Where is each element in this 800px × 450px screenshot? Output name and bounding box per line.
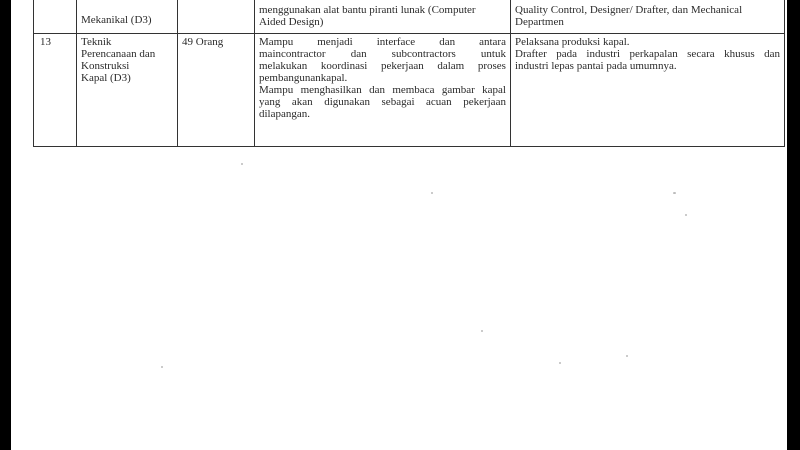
career-fragment-line2: Departmen [515, 16, 564, 28]
competency-line: Mampu menghasilkan dan membaca gambar kapal [259, 84, 506, 96]
career-line: Drafter pada industri perkapalan secara khusus dan [515, 48, 780, 60]
table-row-13 [34, 34, 785, 147]
scan-speck [241, 163, 243, 165]
program-line: Konstruksi [81, 60, 130, 72]
scan-speck [481, 330, 483, 332]
program-line: Teknik [81, 36, 112, 48]
scan-speck [685, 214, 687, 216]
cell-career [511, 0, 785, 34]
scan-speck [431, 192, 433, 194]
competency-line: maincontractor dan subcontractors untuk [259, 48, 506, 60]
competency-line: Mampu menjadi interface dan antara [259, 36, 506, 48]
competency-line: dilapangan. [259, 108, 311, 120]
row-number: 13 [34, 34, 77, 147]
scan-speck [626, 355, 628, 357]
cell-graduates [178, 0, 255, 34]
scan-speck [559, 362, 561, 364]
cell-program [77, 0, 178, 34]
program-line: Perencanaan dan [81, 48, 156, 60]
cell-competency [255, 0, 511, 34]
program-fragment: Mekanikal (D3) [81, 14, 152, 26]
table-row-previous [34, 0, 785, 34]
cell-number [34, 0, 77, 34]
career-fragment: Quality Control, Designer/ Drafter, dan Mechanical [515, 4, 743, 16]
competency-description [255, 34, 511, 147]
career-line: Pelaksana produksi kapal. [515, 36, 630, 48]
career-prospects [511, 34, 785, 147]
scan-speck [161, 366, 163, 368]
competency-fragment-line2: Aided Design) [259, 16, 324, 28]
competency-line: melakukan koordinasi pekerjaan dalam proses [259, 60, 506, 72]
document-page [11, 0, 787, 450]
scan-border-right [787, 0, 800, 450]
competency-line: yang akan digunakan sebagai acuan pekerjaan [259, 96, 506, 108]
career-line: industri lepas pantai pada umumnya. [515, 60, 677, 72]
competency-fragment: menggunakan alat bantu piranti lunak (Computer [259, 4, 476, 16]
program-line: Kapal (D3) [81, 72, 131, 84]
graduate-profile-table [33, 0, 785, 147]
scan-speck [673, 192, 676, 194]
study-program [77, 34, 178, 147]
scan-border-left [0, 0, 11, 450]
graduate-count: 49 Orang [178, 34, 255, 147]
competency-line: pembangunankapal. [259, 72, 348, 84]
